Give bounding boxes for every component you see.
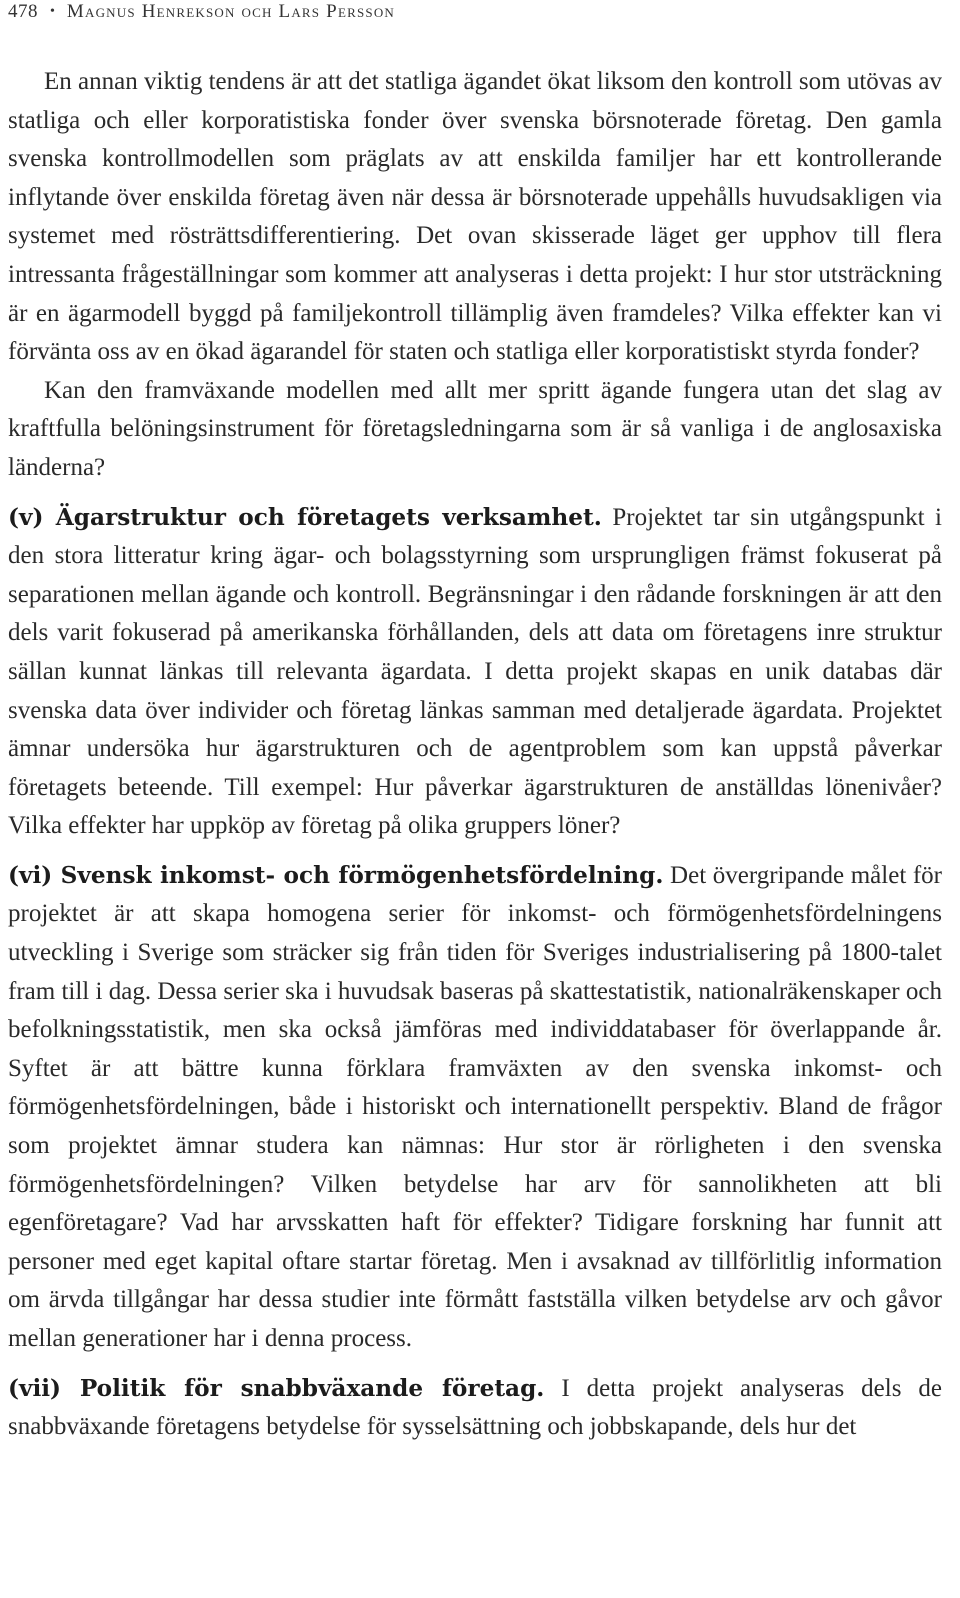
section-vi xyxy=(8,857,942,1359)
section-v-heading: (v) Ägarstruktur och företagets verksamhet. xyxy=(8,503,602,531)
paragraph-ownership-trends: En annan viktig tendens är att det statliga ägandet ökat liksom den kontroll som utövas av statliga och eller korporatistiska fonder över svenska börsnoterade företag. Den gamla svenska kontrollmodellen som präglats av att enskilda familjer har ett kontrollerande inflytande över enskilda företag även när dessa är börsnoterade uppehålls huvudsakligen via systemet med rösträttsdifferentiering. Det ovan skisserade läget ger upphov till flera intressanta frågeställningar som kommer att analyseras i detta projekt: I hur stor utsträckning är en ägarmodell byggd på familjekontroll tillämplig även framdeles? Vilka effekter kan vi förvänta oss av en ökad ägarandel för staten och statliga eller korporatistiskt styrda fonder? xyxy=(8,68,942,366)
header-authors: Magnus Henrekson och Lars Persson xyxy=(66,1,395,22)
section-vii-heading: (vii) Politik för snabbväxande företag. xyxy=(8,1374,545,1402)
section-v-text: Projektet tar sin utgångspunkt i den stora litteratur kring ägar- och bolagsstyrning som ursprungligen främst fokuserat på separationen mellan ägande och kontroll. Begränsningar i den rådande forskningen är att den dels varit fokuserad på amerikanska förhållanden, dels att data om företagens inre struktur sällan kunnat länkas till relevanta ägardata. I detta projekt skapas en unik databas där svenska data över individer och företag länkas samman med detaljerade ägardata. Projektet ämnar undersöka hur ägarstrukturen och de agentproblem som kan uppstå påverkar företagets beteende. Till exempel: Hur påverkar ägarstrukturen de anställdas lönenivåer? Vilka effekter har uppköp av företag på olika gruppers löner? xyxy=(8,503,943,840)
paragraph-dispersed-ownership: Kan den framväxande modellen med allt mer spritt ägande fungera utan det slag av kraftfulla belöningsinstrument för företagsledningarna som är så vanliga i de anglosaxiska länderna? xyxy=(8,376,942,481)
section-vii-text: I detta projekt analyseras dels de snabbväxande företagens betydelse för sysselsättning och jobbskapande, dels hur det xyxy=(8,1374,943,1441)
section-vi-text: Det övergripande målet för projektet är att skapa homogena serier för inkomst- och förmögenhetsfördelningens utveckling i Sverige som sträcker sig från tiden för Sveriges industrialisering på 1800-talet fram till i dag. Dessa serier ska i huvudsak baseras på skattestatistik, nationalräkenskaper och befolkningsstatistik, men ska också jämföras med individdatabaser för överlappande år. Syftet är att bättre kunna förklara framväxten av den svenska inkomst- och förmögenhetsfördelningen, både i historiskt och internationellt perspektiv. Bland de frågor som projektet ämnar studera kan nämnas: Hur stor är rörligheten i den svenska förmögenhetsfördelningen? Vilken betydelse har arv för sannolikheten att bli egenföretagare? Vad har arvsskatten haft för effekter? Tidigare forskning har funnit att personer med eget kapital oftare startar företag. Men i avsaknad av tillförlitlig information om ärvda tillgångar har dessa studier inte förmått fastställa vilken betydelse arv och gåvor mellan generationer har i denna process. xyxy=(8,861,942,1352)
section-vi-heading: (vi) Svensk inkomst- och förmögenhetsfördelning. xyxy=(8,861,664,889)
body-text xyxy=(8,63,942,1447)
page-number: 478 xyxy=(8,1,38,22)
running-header xyxy=(8,0,942,24)
section-vii xyxy=(8,1370,942,1447)
header-separator: • xyxy=(50,4,55,19)
section-v xyxy=(8,499,942,846)
